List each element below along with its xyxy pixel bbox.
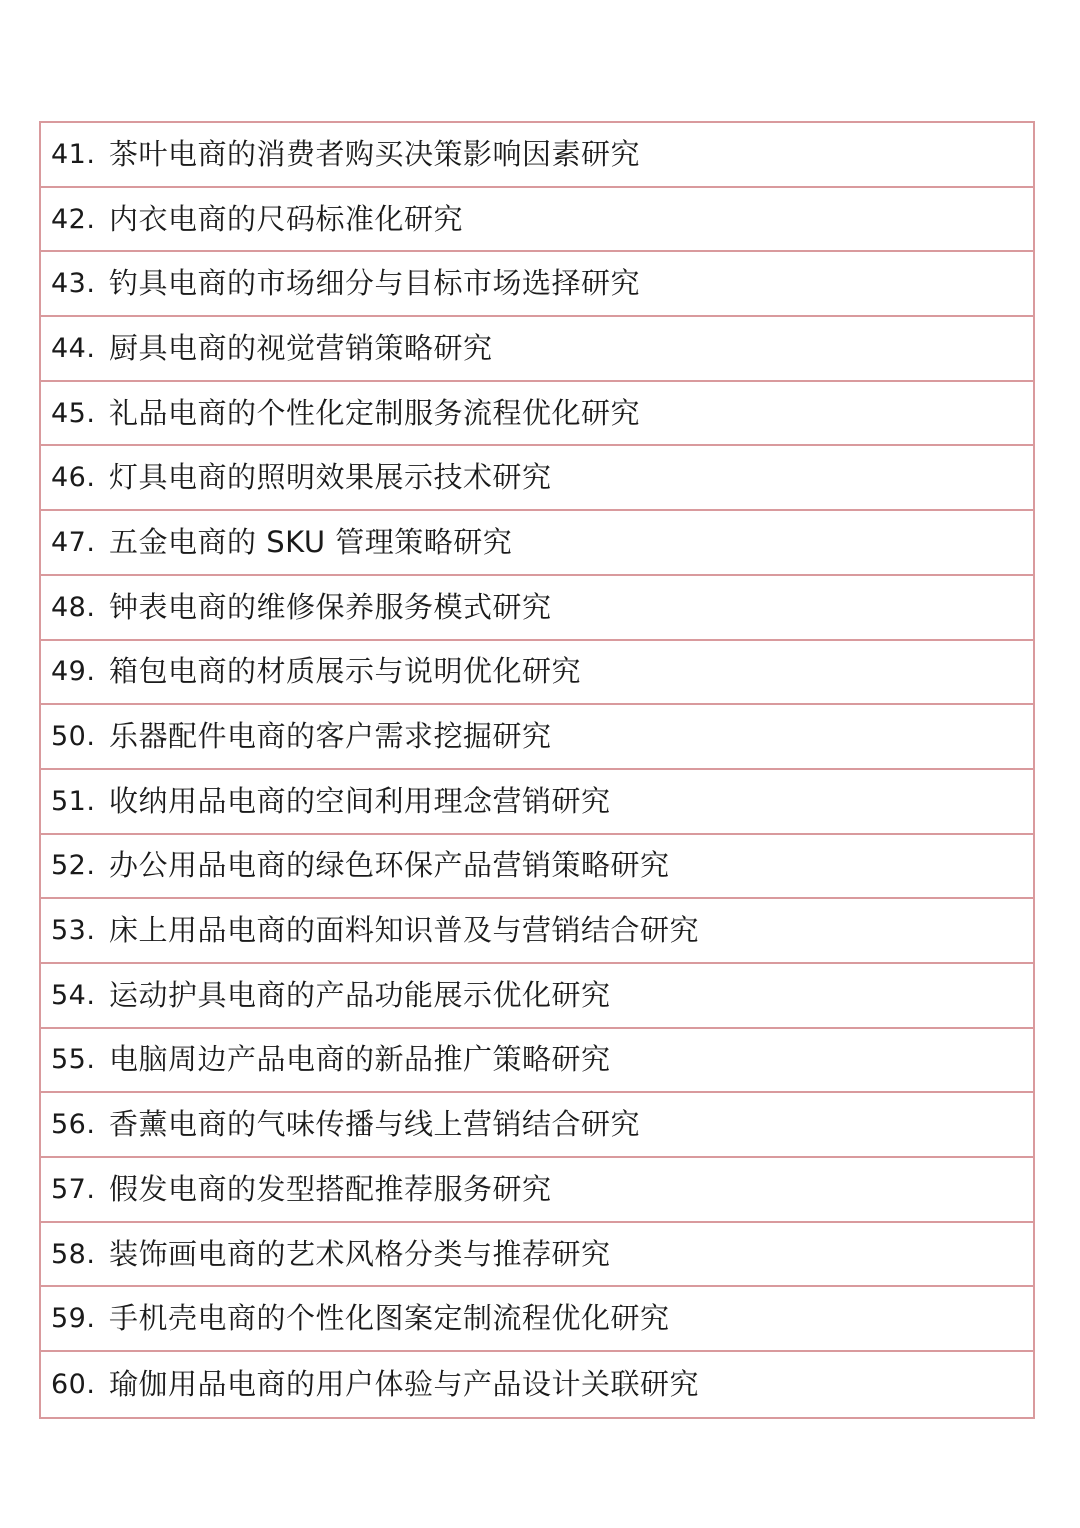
topic-number: 59. — [51, 1303, 96, 1335]
topic-title: 茶叶电商的消费者购买决策影响因素研究 — [109, 136, 641, 171]
topic-number: 52. — [51, 850, 96, 882]
topic-title: 运动护具电商的产品功能展示优化研究 — [109, 977, 611, 1012]
topic-number: 54. — [51, 979, 96, 1011]
topic-row — [41, 1223, 1033, 1288]
topic-number: 47. — [51, 526, 96, 558]
topic-number: 56. — [51, 1109, 96, 1141]
topic-number: 49. — [51, 656, 96, 688]
topic-list-table — [39, 121, 1035, 1419]
topic-row — [41, 1158, 1033, 1223]
topic-title: 厨具电商的视觉营销策略研究 — [109, 330, 493, 365]
topic-row — [41, 835, 1033, 900]
topic-title: 内衣电商的尺码标准化研究 — [109, 201, 464, 236]
topic-title: 装饰画电商的艺术风格分类与推荐研究 — [109, 1236, 611, 1271]
topic-number: 58. — [51, 1238, 96, 1270]
topic-number: 51. — [51, 785, 96, 817]
topic-row — [41, 1352, 1033, 1417]
topic-title: 礼品电商的个性化定制服务流程优化研究 — [109, 395, 641, 430]
topic-row — [41, 964, 1033, 1029]
topic-number: 57. — [51, 1173, 96, 1205]
topic-title: 床上用品电商的面料知识普及与营销结合研究 — [109, 913, 700, 948]
topic-row — [41, 1029, 1033, 1094]
topic-row — [41, 705, 1033, 770]
topic-number: 41. — [51, 138, 96, 170]
topic-number: 48. — [51, 591, 96, 623]
topic-title: 灯具电商的照明效果展示技术研究 — [109, 460, 552, 495]
topic-row — [41, 511, 1033, 576]
topic-title: 乐器配件电商的客户需求挖掘研究 — [109, 719, 552, 754]
topic-row — [41, 641, 1033, 706]
topic-row — [41, 899, 1033, 964]
topic-number: 44. — [51, 332, 96, 364]
topic-title: 办公用品电商的绿色环保产品营销策略研究 — [109, 848, 670, 883]
topic-number: 50. — [51, 721, 96, 753]
topic-title: 电脑周边产品电商的新品推广策略研究 — [109, 1042, 611, 1077]
topic-row — [41, 770, 1033, 835]
topic-title: 假发电商的发型搭配推荐服务研究 — [109, 1171, 552, 1206]
topic-row — [41, 576, 1033, 641]
topic-row — [41, 123, 1033, 188]
topic-number: 55. — [51, 1044, 96, 1076]
topic-row — [41, 1093, 1033, 1158]
topic-number: 43. — [51, 268, 96, 300]
topic-number: 53. — [51, 915, 96, 947]
topic-title: 香薰电商的气味传播与线上营销结合研究 — [109, 1107, 641, 1142]
topic-title: 瑜伽用品电商的用户体验与产品设计关联研究 — [109, 1366, 700, 1401]
topic-row — [41, 188, 1033, 253]
topic-title: 钓具电商的市场细分与目标市场选择研究 — [109, 266, 641, 301]
topic-row — [41, 317, 1033, 382]
topic-title: 五金电商的 SKU 管理策略研究 — [109, 524, 513, 559]
topic-number: 60. — [51, 1368, 96, 1400]
topic-row — [41, 1287, 1033, 1352]
topic-number: 42. — [51, 203, 96, 235]
topic-row — [41, 446, 1033, 511]
topic-title: 收纳用品电商的空间利用理念营销研究 — [109, 783, 611, 818]
topic-title: 箱包电商的材质展示与说明优化研究 — [109, 654, 582, 689]
topic-title: 钟表电商的维修保养服务模式研究 — [109, 589, 552, 624]
topic-row — [41, 382, 1033, 447]
topic-number: 45. — [51, 397, 96, 429]
topic-row — [41, 252, 1033, 317]
topic-title: 手机壳电商的个性化图案定制流程优化研究 — [109, 1301, 670, 1336]
topic-number: 46. — [51, 462, 96, 494]
